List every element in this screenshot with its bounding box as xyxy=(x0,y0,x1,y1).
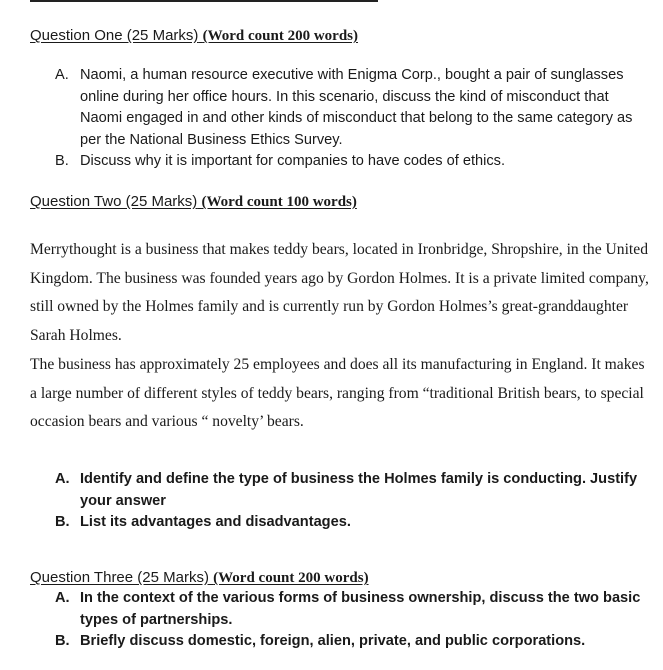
question-three-heading xyxy=(30,569,369,587)
question-one-word-count: (Word count 200 words) xyxy=(202,28,358,44)
question-one-heading xyxy=(30,27,358,45)
question-three-list xyxy=(0,588,663,653)
list-item xyxy=(0,469,663,512)
item-text: Naomi, a human resource executive with Enigma Corp., bought a pair of sunglasses online during her office hours. In this scenario, discuss the kind of misconduct that Naomi engaged in and other kinds of misconduct that belong to the same category as per the National Business Ethics Survey. xyxy=(80,67,633,148)
item-text: In the context of the various forms of business ownership, discuss the two basic types of partnerships. xyxy=(80,590,641,628)
question-three-title: Question Three (25 Marks) xyxy=(30,569,209,586)
question-three-word-count: (Word count 200 words) xyxy=(213,570,369,586)
list-item xyxy=(0,588,663,631)
item-letter: A. xyxy=(55,590,70,606)
question-two-list xyxy=(0,469,663,534)
question-two-title: Question Two (25 Marks) xyxy=(30,193,198,210)
item-letter: A. xyxy=(55,67,69,83)
list-item xyxy=(0,65,663,151)
item-text: Briefly discuss domestic, foreign, alien, private, and public corporations. xyxy=(80,633,586,649)
list-item xyxy=(0,151,663,173)
case-paragraph-2: The business has approximately 25 employees and does all its manufacturing in England. It makes a large number of different styles of teddy bears, ranging from “traditional British bears, to special occasion bears and various “ novelty’ bears. xyxy=(30,356,645,431)
question-one-title: Question One (25 Marks) xyxy=(30,27,199,44)
item-letter: B. xyxy=(55,153,69,169)
item-text: Identify and define the type of business the Holmes family is conducting. Justify your answer xyxy=(80,471,638,509)
item-letter: B. xyxy=(55,633,70,649)
item-letter: B. xyxy=(55,514,70,530)
question-two-heading xyxy=(30,193,357,211)
item-letter: A. xyxy=(55,471,70,487)
question-one-list xyxy=(0,65,663,173)
question-two-word-count: (Word count 100 words) xyxy=(201,194,357,210)
case-paragraph-1: Merrythought is a business that makes teddy bears, located in Ironbridge, Shropshire, in the United Kingdom. The business was founded years ago by Gordon Holmes. It is a private limited company, still owned by the Holmes family and is currently run by Gordon Holmes’s great-granddaughter Sarah Holmes. xyxy=(30,241,649,345)
item-text: Discuss why it is important for companies to have codes of ethics. xyxy=(80,153,506,169)
item-text: List its advantages and disadvantages. xyxy=(80,514,351,530)
top-rule xyxy=(30,0,378,2)
list-item xyxy=(0,631,663,653)
list-item xyxy=(0,512,663,534)
